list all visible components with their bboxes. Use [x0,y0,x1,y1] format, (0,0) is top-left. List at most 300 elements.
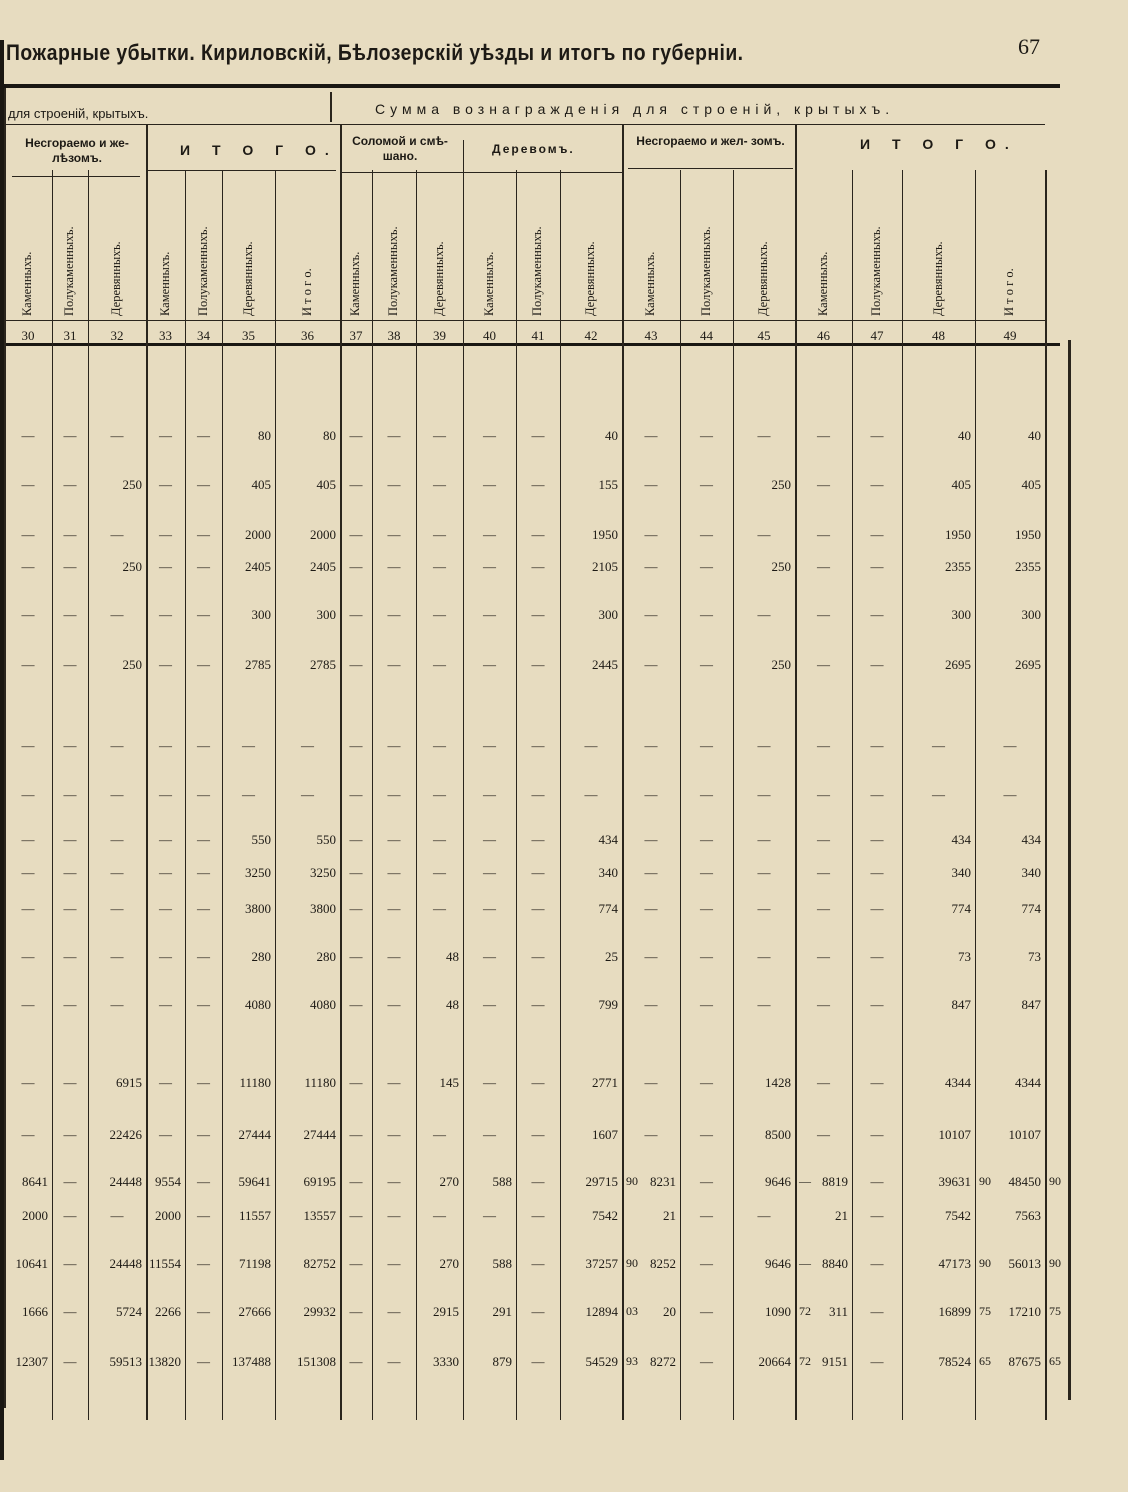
table-cell: — [531,997,545,1012]
table-cell: — [21,865,35,880]
table-cell: 434 [1021,832,1041,847]
table-cell: — [387,607,401,622]
table-cell: — [159,657,172,672]
table-cell: 2000 [245,527,271,542]
table-cell: 40 [605,428,618,443]
column-header-label: Каменныхъ. [348,251,362,316]
table-cell: — [159,738,172,753]
table-cell: 250 [122,477,142,492]
table-cell: — [110,901,124,916]
table-cell: — [110,428,124,443]
table-cell: — [483,865,496,880]
table-cell: — [757,607,771,622]
table-cell: — [197,1256,210,1271]
kopeck-cell: — [799,1256,811,1270]
column-header-label: Полукаменныхъ. [869,226,883,316]
table-cell: 6915 [116,1075,142,1090]
kopeck-cell: 93 [626,1354,638,1368]
table-cell: — [197,787,210,802]
table-cell: — [387,949,401,964]
kopeck-cell: 65 [1049,1354,1061,1368]
table-cell: 5724 [116,1304,142,1319]
table-cell: 10107 [938,1127,971,1142]
table-cell: — [110,997,124,1012]
table-cell: — [870,428,884,443]
table-cell: — [644,428,658,443]
table-cell: 405 [951,477,971,492]
table-cell: — [63,1208,77,1223]
column-number: 36 [301,328,314,343]
table-cell: — [21,949,35,964]
table-cell: — [700,901,713,916]
table-cell: — [159,559,172,574]
table-cell: — [584,787,598,802]
table-cell: 59513 [109,1354,142,1369]
table-cell: — [531,607,545,622]
table-cell: — [197,559,210,574]
table-cell: — [433,787,446,802]
kopeck-cell: 72 [799,1304,811,1318]
table-cell: 25 [605,949,618,964]
table-cell: — [870,865,884,880]
table-cell: — [63,1127,77,1142]
table-cell: — [870,1075,884,1090]
table-cell: 4080 [310,997,336,1012]
column-header-label: Каменныхъ. [157,251,172,316]
table-cell: 24448 [109,1174,142,1189]
table-cell: 4344 [945,1075,971,1090]
table-cell: — [63,428,77,443]
table-cell: — [531,1354,545,1369]
table-cell: 434 [598,832,618,847]
table-cell: — [197,657,210,672]
kopeck-cell: 90 [626,1256,638,1270]
table-cell: 48 [446,997,459,1012]
table-cell: — [1003,738,1017,753]
table-cell: — [932,738,945,753]
table-cell: — [387,657,401,672]
table-cell: 2695 [945,657,971,672]
column-header-label: Полукаменныхъ. [530,226,544,316]
table-cell: 405 [1021,477,1041,492]
table-cell: 879 [492,1354,512,1369]
table-cell: — [870,1304,884,1319]
table-cell: — [644,949,658,964]
table-cell: — [644,657,658,672]
column-divider [516,170,517,1420]
table-cell: 54529 [585,1354,618,1369]
table-cell: — [644,832,658,847]
table-cell: — [387,901,401,916]
table-cell: — [757,787,771,802]
table-cell: 2355 [1015,559,1041,574]
table-cell: 2355 [945,559,971,574]
table-cell: — [433,865,446,880]
table-cell: 1666 [22,1304,48,1319]
table-cell: 8840 [822,1256,848,1271]
table-cell: — [870,832,884,847]
table-cell: 1950 [945,527,971,542]
table-cell: 12307 [15,1354,48,1369]
table-cell: 9646 [765,1174,791,1189]
table-cell: — [700,1208,713,1223]
table-cell: — [531,657,545,672]
table-cell: — [483,477,496,492]
table-cell: 250 [771,657,791,672]
table-cell: — [433,559,446,574]
table-cell: — [63,832,77,847]
table-cell: — [932,787,945,802]
table-cell: 2785 [245,657,271,672]
table-cell: 73 [958,949,971,964]
table-cell: — [700,865,713,880]
table-cell: — [757,901,771,916]
table-cell: 799 [598,997,618,1012]
table-cell: — [531,787,545,802]
table-cell: — [817,1127,830,1142]
column-number: 38 [387,328,401,343]
table-cell: 2405 [310,559,336,574]
table-cell: 250 [771,477,791,492]
group-divider [622,124,624,170]
table-cell: 2695 [1015,657,1041,672]
table-cell: 311 [828,1304,848,1319]
table-cell: 8819 [822,1174,848,1189]
table-cell: 434 [951,832,971,847]
table-cell: 17210 [1008,1304,1041,1319]
table-cell: — [349,1075,363,1090]
table-cell: — [483,901,496,916]
table-cell: 1950 [1015,527,1041,542]
table-cell: — [387,1174,401,1189]
column-header-label: Деревянныхъ. [109,241,123,316]
subheader-nesgor-right: Несгораемо и жел- зомъ. [636,134,785,148]
header-line [4,320,1045,321]
table-cell: 250 [771,559,791,574]
table-cell: — [531,865,545,880]
table-cell: — [700,949,713,964]
table-cell: — [483,738,496,753]
column-divider [275,170,276,1420]
subheader-nesgor-left: Несгораемо и же- лѣзомъ. [25,136,129,165]
table-cell: — [531,527,545,542]
table-cell: 145 [439,1075,459,1090]
table-cell: 847 [951,997,971,1012]
table-cell: — [349,559,363,574]
table-cell: — [349,1208,363,1223]
table-cell: — [349,477,363,492]
table-cell: — [483,657,496,672]
table-cell: 2105 [592,559,618,574]
table-cell: 8231 [650,1174,676,1189]
kopeck-cell: 65 [979,1354,991,1368]
table-cell: — [387,738,401,753]
table-cell: — [63,1075,77,1090]
table-cell: — [817,559,830,574]
column-number: 49 [1003,328,1017,343]
table-cell: — [433,527,446,542]
table-cell: 588 [492,1174,512,1189]
column-number: 48 [932,328,945,343]
table-cell: — [110,607,124,622]
column-header-label: Полукаменныхъ. [698,226,713,316]
table-cell: 48450 [1008,1174,1041,1189]
table-cell: 59641 [238,1174,271,1189]
table-cell: 11180 [239,1075,271,1090]
header-group-left: для строеній, крытыхъ. [8,106,149,121]
table-cell: — [197,477,210,492]
kopeck-cell: 75 [1049,1304,1061,1318]
table-cell: — [387,865,401,880]
table-cell: 151308 [297,1354,336,1369]
table-cell: — [21,559,35,574]
table-cell: 300 [951,607,971,622]
table-cell: — [349,901,363,916]
table-cell: 10107 [1008,1127,1041,1142]
table-cell: — [757,865,771,880]
table-cell: — [817,901,830,916]
table-cell: — [817,657,830,672]
table-cell: 69195 [303,1174,336,1189]
table-cell: — [700,1174,713,1189]
table-cell: — [870,607,884,622]
table-cell: — [700,1304,713,1319]
header-group-right: Сумма вознагражденія для строеній, крытыхъ. [375,101,895,117]
table-cell: — [349,738,363,753]
subheader-itogo-left: И Т О Г О. [180,142,338,158]
column-number: 33 [159,328,172,343]
table-cell: — [110,949,124,964]
table-cell: — [870,559,884,574]
group-divider [146,124,148,170]
table-cell: — [644,527,658,542]
table-cell: 2785 [310,657,336,672]
kopeck-cell: 72 [799,1354,811,1368]
table-cell: — [349,607,363,622]
table-cell: — [197,1174,210,1189]
column-number: 34 [197,328,210,343]
table-cell: — [870,657,884,672]
table-cell: — [870,738,884,753]
table-cell: 9646 [765,1256,791,1271]
table-cell: 29932 [303,1304,336,1319]
table-cell: — [387,1304,401,1319]
table-cell: 9151 [822,1354,848,1369]
column-divider [975,170,976,1420]
table-cell: — [531,1304,545,1319]
table-cell: — [817,787,830,802]
table-cell: — [387,1075,401,1090]
table-cell: 8500 [765,1127,791,1142]
table-cell: — [870,1127,884,1142]
table-cell: — [349,1256,363,1271]
table-cell: — [644,607,658,622]
table-cell: — [817,527,830,542]
table-cell: — [197,1304,210,1319]
table-cell: 10641 [15,1256,48,1271]
column-number: 44 [700,328,713,343]
column-number: 37 [349,328,363,343]
table-cell: 71198 [238,1256,271,1271]
table-cell: — [483,428,496,443]
table-cell: — [433,832,446,847]
table-cell: — [387,1208,401,1223]
table-cell: — [433,477,446,492]
column-header-label: Деревянныхъ. [583,241,597,316]
table-cell: 37257 [585,1256,618,1271]
table-cell: 774 [1021,901,1041,916]
table-cell: — [349,657,363,672]
table-cell: — [387,787,401,802]
table-cell: 340 [1021,865,1041,880]
table-cell: — [870,1256,884,1271]
table-cell: — [387,477,401,492]
table-cell: — [63,949,77,964]
table-cell: — [159,901,172,916]
table-cell: — [817,607,830,622]
table-cell: — [531,901,545,916]
table-cell: — [21,901,35,916]
table-cell: — [63,1304,77,1319]
column-divider [902,170,903,1420]
table-cell: 1090 [765,1304,791,1319]
table-cell: 11554 [148,1256,181,1271]
table-cell: — [301,787,314,802]
top-rule [0,84,1060,88]
table-cell: — [159,949,172,964]
table-cell: 3250 [245,865,271,880]
table-cell: 2445 [592,657,618,672]
table-cell: — [21,997,35,1012]
table-cell: — [63,1174,77,1189]
table-cell: — [817,865,830,880]
column-header-label: И т о г о. [299,268,314,316]
table-cell: — [387,559,401,574]
table-cell: — [433,1208,446,1223]
table-cell: 11557 [238,1208,271,1223]
group-divider [463,140,464,172]
table-cell: — [63,865,77,880]
table-cell: 291 [492,1304,512,1319]
table-cell: — [159,865,172,880]
kopeck-cell: 90 [626,1174,638,1188]
table-cell: — [644,997,658,1012]
table-cell: 27444 [238,1127,271,1142]
table-cell: 40 [1028,428,1041,443]
table-cell: — [531,559,545,574]
table-cell: — [197,738,210,753]
table-cell: — [349,997,363,1012]
table-cell: — [870,787,884,802]
table-cell: — [700,559,713,574]
kopeck-cell: 90 [1049,1256,1061,1270]
table-cell: — [700,787,713,802]
table-cell: — [159,607,172,622]
table-cell: — [349,428,363,443]
table-cell: — [700,477,713,492]
table-cell: — [817,949,830,964]
table-cell: — [433,1127,446,1142]
table-cell: — [757,949,771,964]
table-cell: — [870,1208,884,1223]
table-cell: — [483,949,496,964]
table-cell: 8641 [22,1174,48,1189]
table-cell: — [387,1127,401,1142]
table-cell: — [349,1304,363,1319]
table-cell: 300 [251,607,271,622]
table-cell: 250 [122,657,142,672]
table-cell: — [63,527,77,542]
table-cell: 39631 [938,1174,971,1189]
table-cell: — [349,865,363,880]
column-divider [852,170,853,1420]
table-cell: 8252 [650,1256,676,1271]
table-cell: — [644,901,658,916]
column-header-label: Полукаменныхъ. [386,226,400,316]
column-header-label: Деревянныхъ. [930,241,945,316]
table-cell: 3330 [433,1354,459,1369]
group-divider [340,124,342,170]
table-cell: — [63,559,77,574]
table-cell: — [110,527,124,542]
table-cell: 280 [316,949,336,964]
subheader-itogo-right: И Т О Г О. [860,136,1018,152]
table-cell: — [110,832,124,847]
table-cell: — [159,787,172,802]
table-cell: 1428 [765,1075,791,1090]
right-heavy [1068,340,1071,1400]
table-cell: — [483,1208,496,1223]
kopeck-cell: 90 [979,1174,991,1188]
table-cell: 24448 [109,1256,142,1271]
table-cell: 9554 [155,1174,181,1189]
column-divider [680,170,681,1420]
table-cell: — [301,738,314,753]
table-cell: — [197,832,210,847]
table-cell: 2915 [433,1304,459,1319]
column-divider [463,170,464,1420]
table-cell: — [1003,787,1017,802]
column-divider [372,170,373,1420]
table-cell: — [644,559,658,574]
table-cell: — [531,1256,545,1271]
table-cell: — [870,949,884,964]
group-divider [795,124,797,170]
column-header-label: Каменныхъ. [815,251,830,316]
table-cell: 7542 [945,1208,971,1223]
column-divider [416,170,417,1420]
table-cell: — [21,657,35,672]
table-cell: 22426 [109,1127,142,1142]
table-cell: — [349,949,363,964]
table-cell: — [387,1354,401,1369]
table-cell: — [63,1256,77,1271]
table-cell: — [584,738,598,753]
column-number: 42 [584,328,598,343]
table-cell: 80 [323,428,336,443]
table-cell: 1607 [592,1127,618,1142]
column-number: 32 [110,328,124,343]
table-cell: — [483,997,496,1012]
table-cell: 20664 [758,1354,791,1369]
table-cell: 300 [316,607,336,622]
table-cell: — [644,787,658,802]
table-cell: 8272 [650,1354,676,1369]
column-header-label: Деревянныхъ. [240,241,255,316]
column-number: 41 [531,328,545,343]
table-cell: — [21,477,35,492]
table-cell: 4344 [1015,1075,1041,1090]
